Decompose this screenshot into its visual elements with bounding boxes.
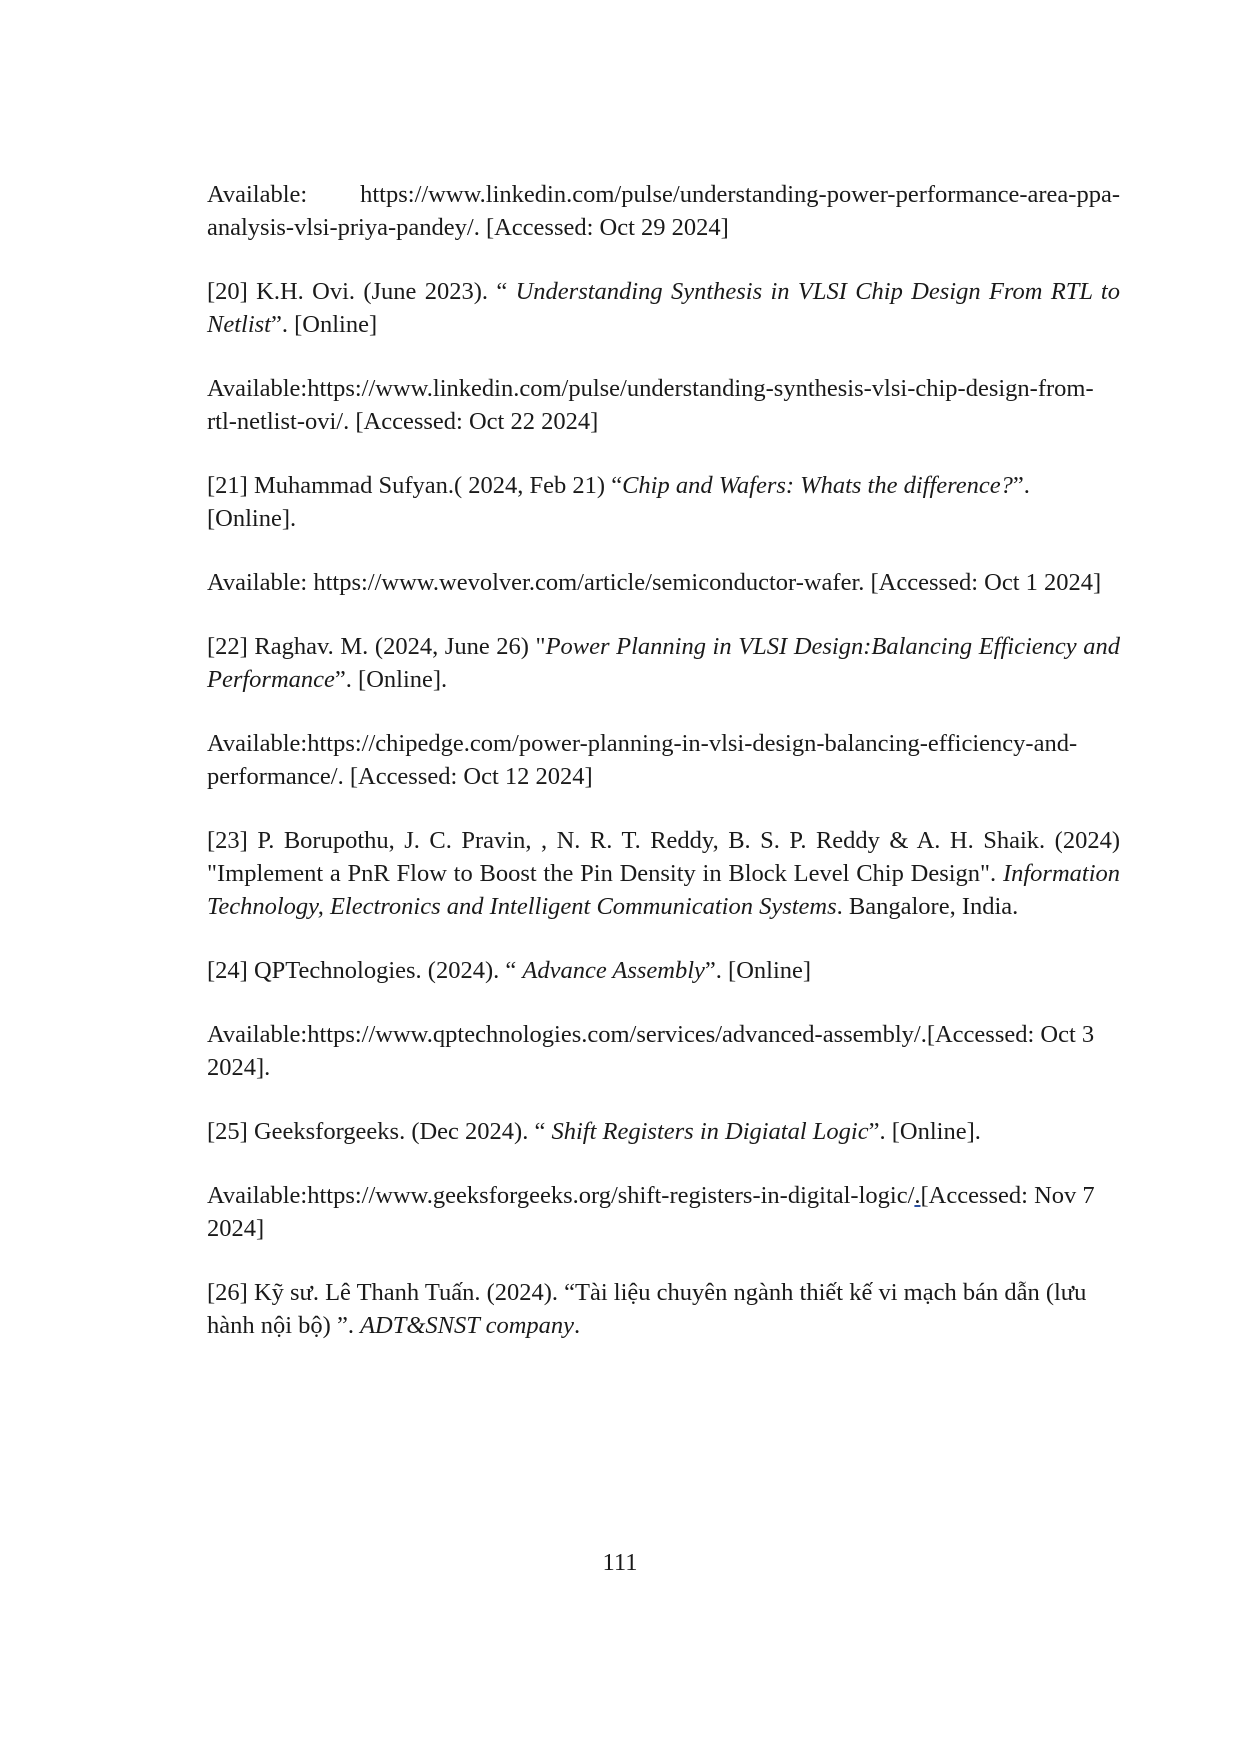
- reference-title: Advance Assembly: [522, 957, 705, 984]
- reference-title: ADT&SNST company: [360, 1312, 575, 1339]
- reference-22: [207, 630, 1120, 696]
- reference-21: [207, 469, 1120, 535]
- reference-text: [26] Kỹ sư. Lê Thanh Tuấn. (2024). “Tài liệu chuyên ngành thiết kế vi mạch bán dẫn (lưu hành nội bộ) ”.: [207, 1279, 1087, 1339]
- reference-text: [20] K.H. Ovi. (June 2023). “: [207, 278, 516, 305]
- reference-p1-available: [207, 178, 1120, 244]
- reference-title: Chip and Wafers: Whats the difference?: [622, 472, 1013, 499]
- reference-24-available: [207, 1018, 1120, 1084]
- reference-text: .: [574, 1312, 581, 1339]
- reference-link[interactable]: .: [914, 1182, 921, 1209]
- reference-25: [207, 1115, 1120, 1148]
- reference-26: [207, 1276, 1120, 1342]
- reference-text: Available:https://www.linkedin.com/pulse/understanding-synthesis-vlsi-chip-design-from-rtl-netlist-ovi/. [Accessed: Oct 22 2024]: [207, 375, 1094, 435]
- reference-title: Understanding Synthesis in VLSI Chip Design From RTL to Netlist: [207, 278, 1120, 338]
- reference-text: ”. [Online].: [334, 666, 448, 693]
- reference-25-available: [207, 1179, 1120, 1245]
- reference-text: [Accessed: Nov 7 2024]: [207, 1182, 1095, 1242]
- reference-24: [207, 954, 1120, 987]
- reference-title: Shift Registers in Digiatal Logic: [551, 1118, 869, 1145]
- page-number: 111: [602, 1549, 638, 1576]
- reference-20: [207, 275, 1120, 341]
- reference-text: [22] Raghav. M. (2024, June 26) ": [207, 633, 546, 660]
- reference-text: . Bangalore, India.: [836, 893, 1019, 920]
- reference-text: ”. [Online]: [704, 957, 812, 984]
- reference-title: Power Planning in VLSI Design:Balancing Efficiency and Performance: [207, 633, 1120, 693]
- reference-text: [23] P. Borupothu, J. C. Pravin, , N. R. T. Reddy, B. S. P. Reddy & A. H. Shaik. (2024) "Implement a PnR Flow to Boost the Pin Density in Block Level Chip Design".: [207, 827, 1120, 887]
- reference-text: ”. [Online].: [868, 1118, 981, 1145]
- reference-21-available: [207, 566, 1120, 599]
- reference-title: Information Technology, Electronics and Intelligent Communication Systems: [207, 860, 1120, 920]
- reference-22-available: [207, 727, 1120, 793]
- reference-text: [21] Muhammad Sufyan.( 2024, Feb 21) “: [207, 472, 623, 499]
- reference-list: [207, 178, 1120, 1373]
- reference-20-available: [207, 372, 1120, 438]
- reference-text: Available: https://www.linkedin.com/pulse/understanding-power-performance-area-ppa-analysis-vlsi-priya-pandey/. [Accessed: Oct 29 2024]: [207, 181, 1120, 241]
- reference-text: [24] QPTechnologies. (2024). “: [207, 957, 523, 984]
- reference-text: ”. [Online].: [207, 472, 1030, 532]
- reference-text: Available:https://www.qptechnologies.com/services/advanced-assembly/.[Accessed: Oct 3 2024].: [207, 1021, 1095, 1081]
- reference-text: Available:https://chipedge.com/power-planning-in-vlsi-design-balancing-efficiency-and-performance/. [Accessed: Oct 12 2024]: [207, 730, 1078, 790]
- reference-text: ”. [Online]: [270, 311, 378, 338]
- reference-text: [25] Geeksforgeeks. (Dec 2024). “: [207, 1118, 552, 1145]
- reference-text: Available:https://www.geeksforgeeks.org/shift-registers-in-digital-logic/: [207, 1182, 915, 1209]
- reference-text: Available: https://www.wevolver.com/article/semiconductor-wafer. [Accessed: Oct 1 2024]: [207, 569, 1102, 596]
- reference-23: [207, 824, 1120, 923]
